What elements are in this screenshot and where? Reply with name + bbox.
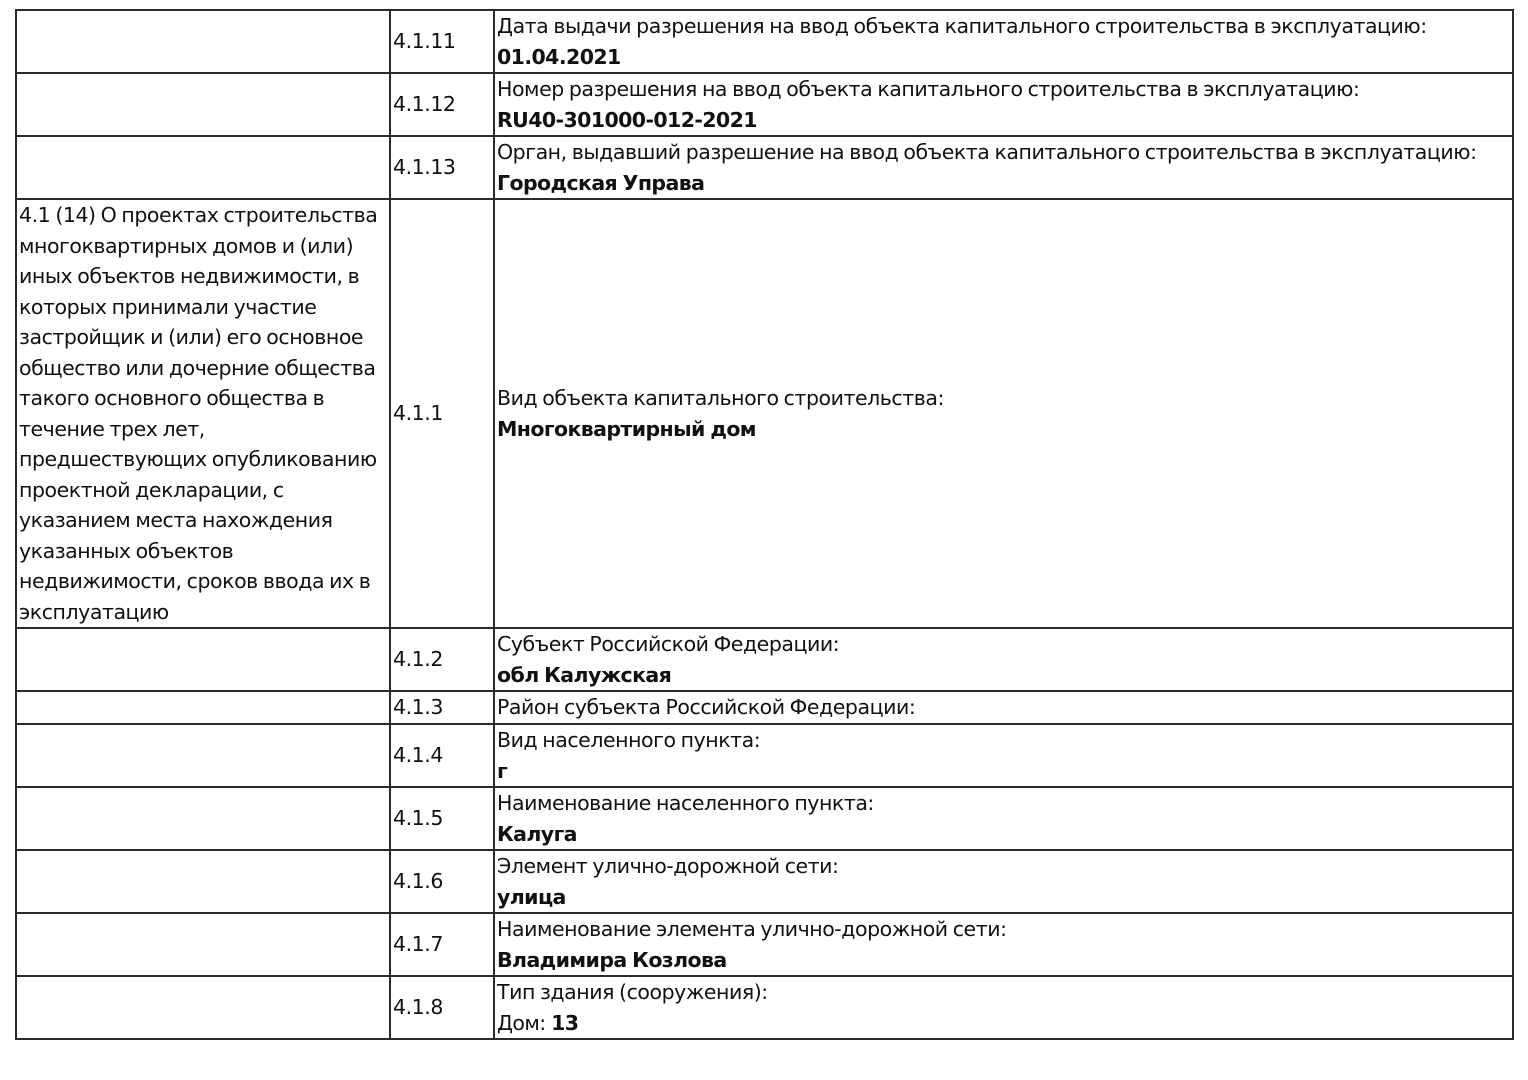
item-number: 4.1.11 [390, 10, 494, 73]
section-cell [16, 787, 390, 850]
item-label: Дата выдачи разрешения на ввод объекта капитального строительства в эксплуатацию: [497, 14, 1427, 38]
item-value: RU40-301000-012-2021 [497, 107, 757, 132]
item-label: Район субъекта Российской Федерации: [497, 695, 916, 720]
item-content [494, 136, 1513, 199]
item-value-prefix: Дом: [497, 1010, 546, 1035]
item-number: 4.1.4 [390, 724, 494, 787]
item-content [494, 10, 1513, 73]
item-value: улица [497, 884, 566, 909]
item-number: 4.1.2 [390, 628, 494, 691]
table-row [16, 850, 1513, 913]
item-label: Орган, выдавший разрешение на ввод объекта капитального строительства в эксплуатацию: [497, 140, 1477, 164]
item-content [494, 913, 1513, 976]
section-heading: 4.1 (14) О проектах строительства многоквартирных домов и (или) иных объектов недвижимости, в которых принимали участие застройщик и (или) его основное общество или дочерние общества такого основного общества в течение трех лет, предшествующих опубликованию проектной декларации, с указанием места нахождения указанных объектов недвижимости, сроков ввода их в эксплуатацию [16, 199, 390, 628]
item-content [494, 976, 1513, 1039]
declaration-table [15, 9, 1514, 1040]
item-number: 4.1.7 [390, 913, 494, 976]
table-row [16, 199, 1513, 628]
item-number: 4.1.6 [390, 850, 494, 913]
table-row [16, 913, 1513, 976]
table-row [16, 136, 1513, 199]
table-row [16, 628, 1513, 691]
item-label: Тип здания (сооружения): [497, 980, 768, 1004]
item-number: 4.1.8 [390, 976, 494, 1039]
item-label: Субъект Российской Федерации: [497, 632, 840, 656]
table-row [16, 724, 1513, 787]
section-cell [16, 850, 390, 913]
item-label: Наименование элемента улично-дорожной сети: [497, 917, 1007, 941]
item-number: 4.1.12 [390, 73, 494, 136]
table-row [16, 10, 1513, 73]
section-cell [16, 691, 390, 724]
section-cell [16, 10, 390, 73]
item-content [494, 850, 1513, 913]
item-value: г [497, 758, 508, 783]
item-number: 4.1.3 [390, 691, 494, 724]
section-cell [16, 628, 390, 691]
item-value: обл Калужская [497, 662, 672, 687]
item-value: Владимира Козлова [497, 947, 727, 972]
house-number: 13 [551, 1010, 579, 1035]
item-value [497, 1008, 1510, 1039]
section-cell [16, 913, 390, 976]
item-number: 4.1.5 [390, 787, 494, 850]
item-value: Многоквартирный дом [497, 416, 756, 441]
table-row [16, 73, 1513, 136]
item-value: 01.04.2021 [497, 44, 621, 69]
item-label: Элемент улично-дорожной сети: [497, 854, 839, 878]
item-value: Калуга [497, 821, 577, 846]
item-content [494, 787, 1513, 850]
item-number: 4.1.13 [390, 136, 494, 199]
item-content [494, 199, 1513, 628]
table-row [16, 787, 1513, 850]
item-label: Вид населенного пункта: [497, 728, 761, 752]
item-label: Номер разрешения на ввод объекта капитального строительства в эксплуатацию: [497, 77, 1360, 101]
item-label: Вид объекта капитального строительства: [497, 386, 944, 410]
item-content [494, 628, 1513, 691]
item-content [494, 73, 1513, 136]
item-content [494, 724, 1513, 787]
section-cell [16, 136, 390, 199]
section-cell [16, 976, 390, 1039]
section-cell [16, 73, 390, 136]
table-row [16, 691, 1513, 724]
table-row [16, 976, 1513, 1039]
item-content [494, 691, 1513, 724]
item-number: 4.1.1 [390, 199, 494, 628]
item-value: Городская Управа [497, 170, 705, 195]
item-label: Наименование населенного пункта: [497, 791, 874, 815]
section-cell [16, 724, 390, 787]
